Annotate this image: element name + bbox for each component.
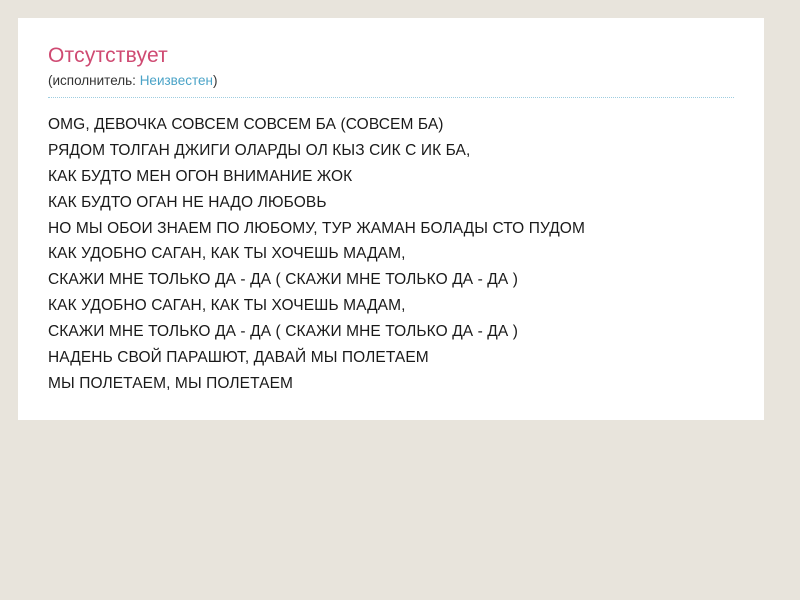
artist-label-prefix: (исполнитель: (48, 73, 140, 89)
lyrics-line: РЯДОМ ТОЛГАН ДЖИГИ ОЛАРДЫ ОЛ КЫЗ СИК С ИК БА, (48, 141, 471, 159)
lyrics-card (18, 18, 764, 420)
lyrics-line: НО МЫ ОБОИ ЗНАЕМ ПО ЛЮБОМУ, ТУР ЖАМАН БОЛАДЫ СТО ПУДОМ (48, 219, 585, 237)
lyrics-line: КАК БУДТО ОГАН НЕ НАДО ЛЮБОВЬ (48, 193, 327, 211)
lyrics-line: КАК УДОБНО САГАН, КАК ТЫ ХОЧЕШЬ МАДАМ, (48, 297, 406, 315)
lyrics-line: СКАЖИ МНЕ ТОЛЬКО ДА - ДА ( СКАЖИ МНЕ ТОЛЬКО ДА - ДА ) (48, 323, 519, 341)
artist-link[interactable]: Неизвестен (139, 73, 213, 89)
artist-line (48, 73, 734, 97)
lyrics-line: КАК УДОБНО САГАН, КАК ТЫ ХОЧЕШЬ МАДАМ, (48, 245, 406, 263)
lyrics-text (48, 112, 734, 397)
lyrics-line: OMG, ДЕВОЧКА СОВСЕМ СОВСЕМ БА (СОВСЕМ БА) (48, 116, 444, 134)
lyrics-line: СКАЖИ МНЕ ТОЛЬКО ДА - ДА ( СКАЖИ МНЕ ТОЛЬКО ДА - ДА ) (48, 271, 519, 289)
lyrics-line: МЫ ПОЛЕТАЕМ, МЫ ПОЛЕТАЕМ (48, 374, 294, 392)
lyrics-line: КАК БУДТО МЕН ОГОН ВНИМАНИЕ ЖОК (48, 167, 353, 185)
divider (48, 97, 734, 98)
lyrics-line: НАДЕНЬ СВОЙ ПАРАШЮТ, ДАВАЙ МЫ ПОЛЕТАЕМ (48, 348, 429, 366)
artist-label-suffix: ) (212, 73, 218, 89)
page-title: Отсутствует (48, 44, 168, 67)
